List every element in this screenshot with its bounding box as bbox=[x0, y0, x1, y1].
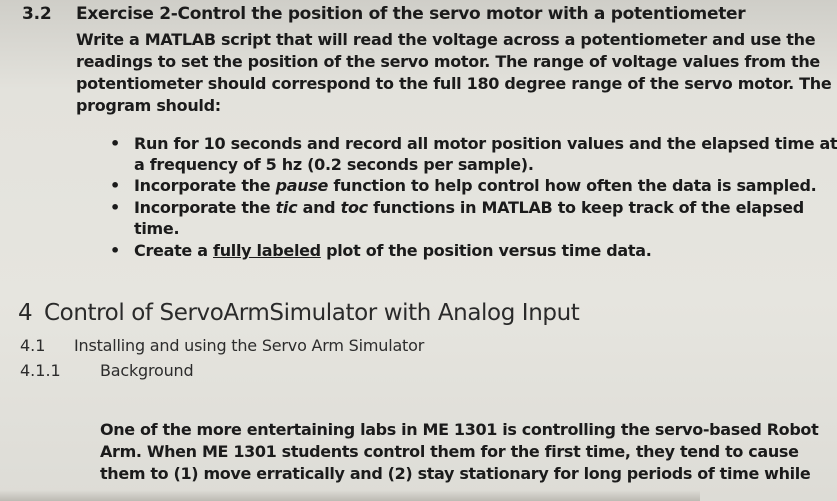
bullet-2-pre: Incorporate the bbox=[134, 176, 276, 195]
exercise-body-line-1: Write a MATLAB script that will read the voltage across a potentiometer and use the bbox=[76, 30, 816, 49]
exercise-body-line-3: potentiometer should correspond to the full 180 degree range of the servo motor. The bbox=[76, 74, 832, 93]
bullet-2-text bbox=[134, 176, 816, 195]
background-paragraph-line-3: them to (1) move erratically and (2) stay stationary for long periods of time while bbox=[100, 464, 811, 483]
subsection-4-1-1-number: 4.1.1 bbox=[20, 361, 61, 380]
bullet-3-post: functions in MATLAB to keep track of the elapsed bbox=[367, 198, 804, 217]
bullet-3-line-2: time. bbox=[134, 219, 180, 238]
bullet-4-pre: Create a bbox=[134, 241, 214, 260]
bullet-1-line-1: Run for 10 seconds and record all motor position values and the elapsed time at bbox=[134, 134, 837, 153]
bullet-3-line-1 bbox=[134, 198, 804, 217]
bullet-3-mid: and bbox=[297, 198, 341, 217]
bullet-4-post: plot of the position versus time data. bbox=[320, 241, 652, 260]
exercise-title: Exercise 2-Control the position of the servo motor with a potentiometer bbox=[76, 4, 746, 24]
section-4-title: Control of ServoArmSimulator with Analog Input bbox=[44, 300, 580, 326]
bullet-marker-1: • bbox=[110, 134, 121, 153]
bullet-4-underlined: fully labeled bbox=[213, 241, 321, 260]
subsection-4-1-number: 4.1 bbox=[20, 336, 46, 355]
subsection-4-1-title: Installing and using the Servo Arm Simulator bbox=[74, 336, 425, 355]
subsection-4-1-1-title: Background bbox=[100, 361, 194, 380]
bullet-marker-3: • bbox=[110, 198, 121, 217]
exercise-body-line-2: readings to set the position of the servo motor. The range of voltage values from the bbox=[76, 52, 820, 71]
exercise-number: 3.2 bbox=[22, 4, 52, 24]
bullet-2-post: function to help control how often the data is sampled. bbox=[328, 176, 817, 195]
bullet-marker-4: • bbox=[110, 241, 121, 260]
page-bottom-shadow bbox=[0, 490, 700, 501]
bullet-3-italic-toc: toc bbox=[340, 198, 368, 217]
background-paragraph-line-1: One of the more entertaining labs in ME 1301 is controlling the servo-based Robot bbox=[100, 420, 819, 439]
section-4-number: 4 bbox=[18, 300, 33, 326]
bullet-4-text bbox=[134, 241, 652, 260]
bullet-1-line-2: a frequency of 5 hz (0.2 seconds per sample). bbox=[134, 155, 534, 174]
bullet-2-italic: pause bbox=[275, 176, 329, 195]
exercise-body-line-4: program should: bbox=[76, 96, 221, 115]
bullet-3-pre: Incorporate the bbox=[134, 198, 276, 217]
bullet-marker-2: • bbox=[110, 176, 121, 195]
bullet-3-italic-tic: tic bbox=[275, 198, 298, 217]
background-paragraph-line-2: Arm. When ME 1301 students control them for the first time, they tend to cause bbox=[100, 442, 799, 461]
